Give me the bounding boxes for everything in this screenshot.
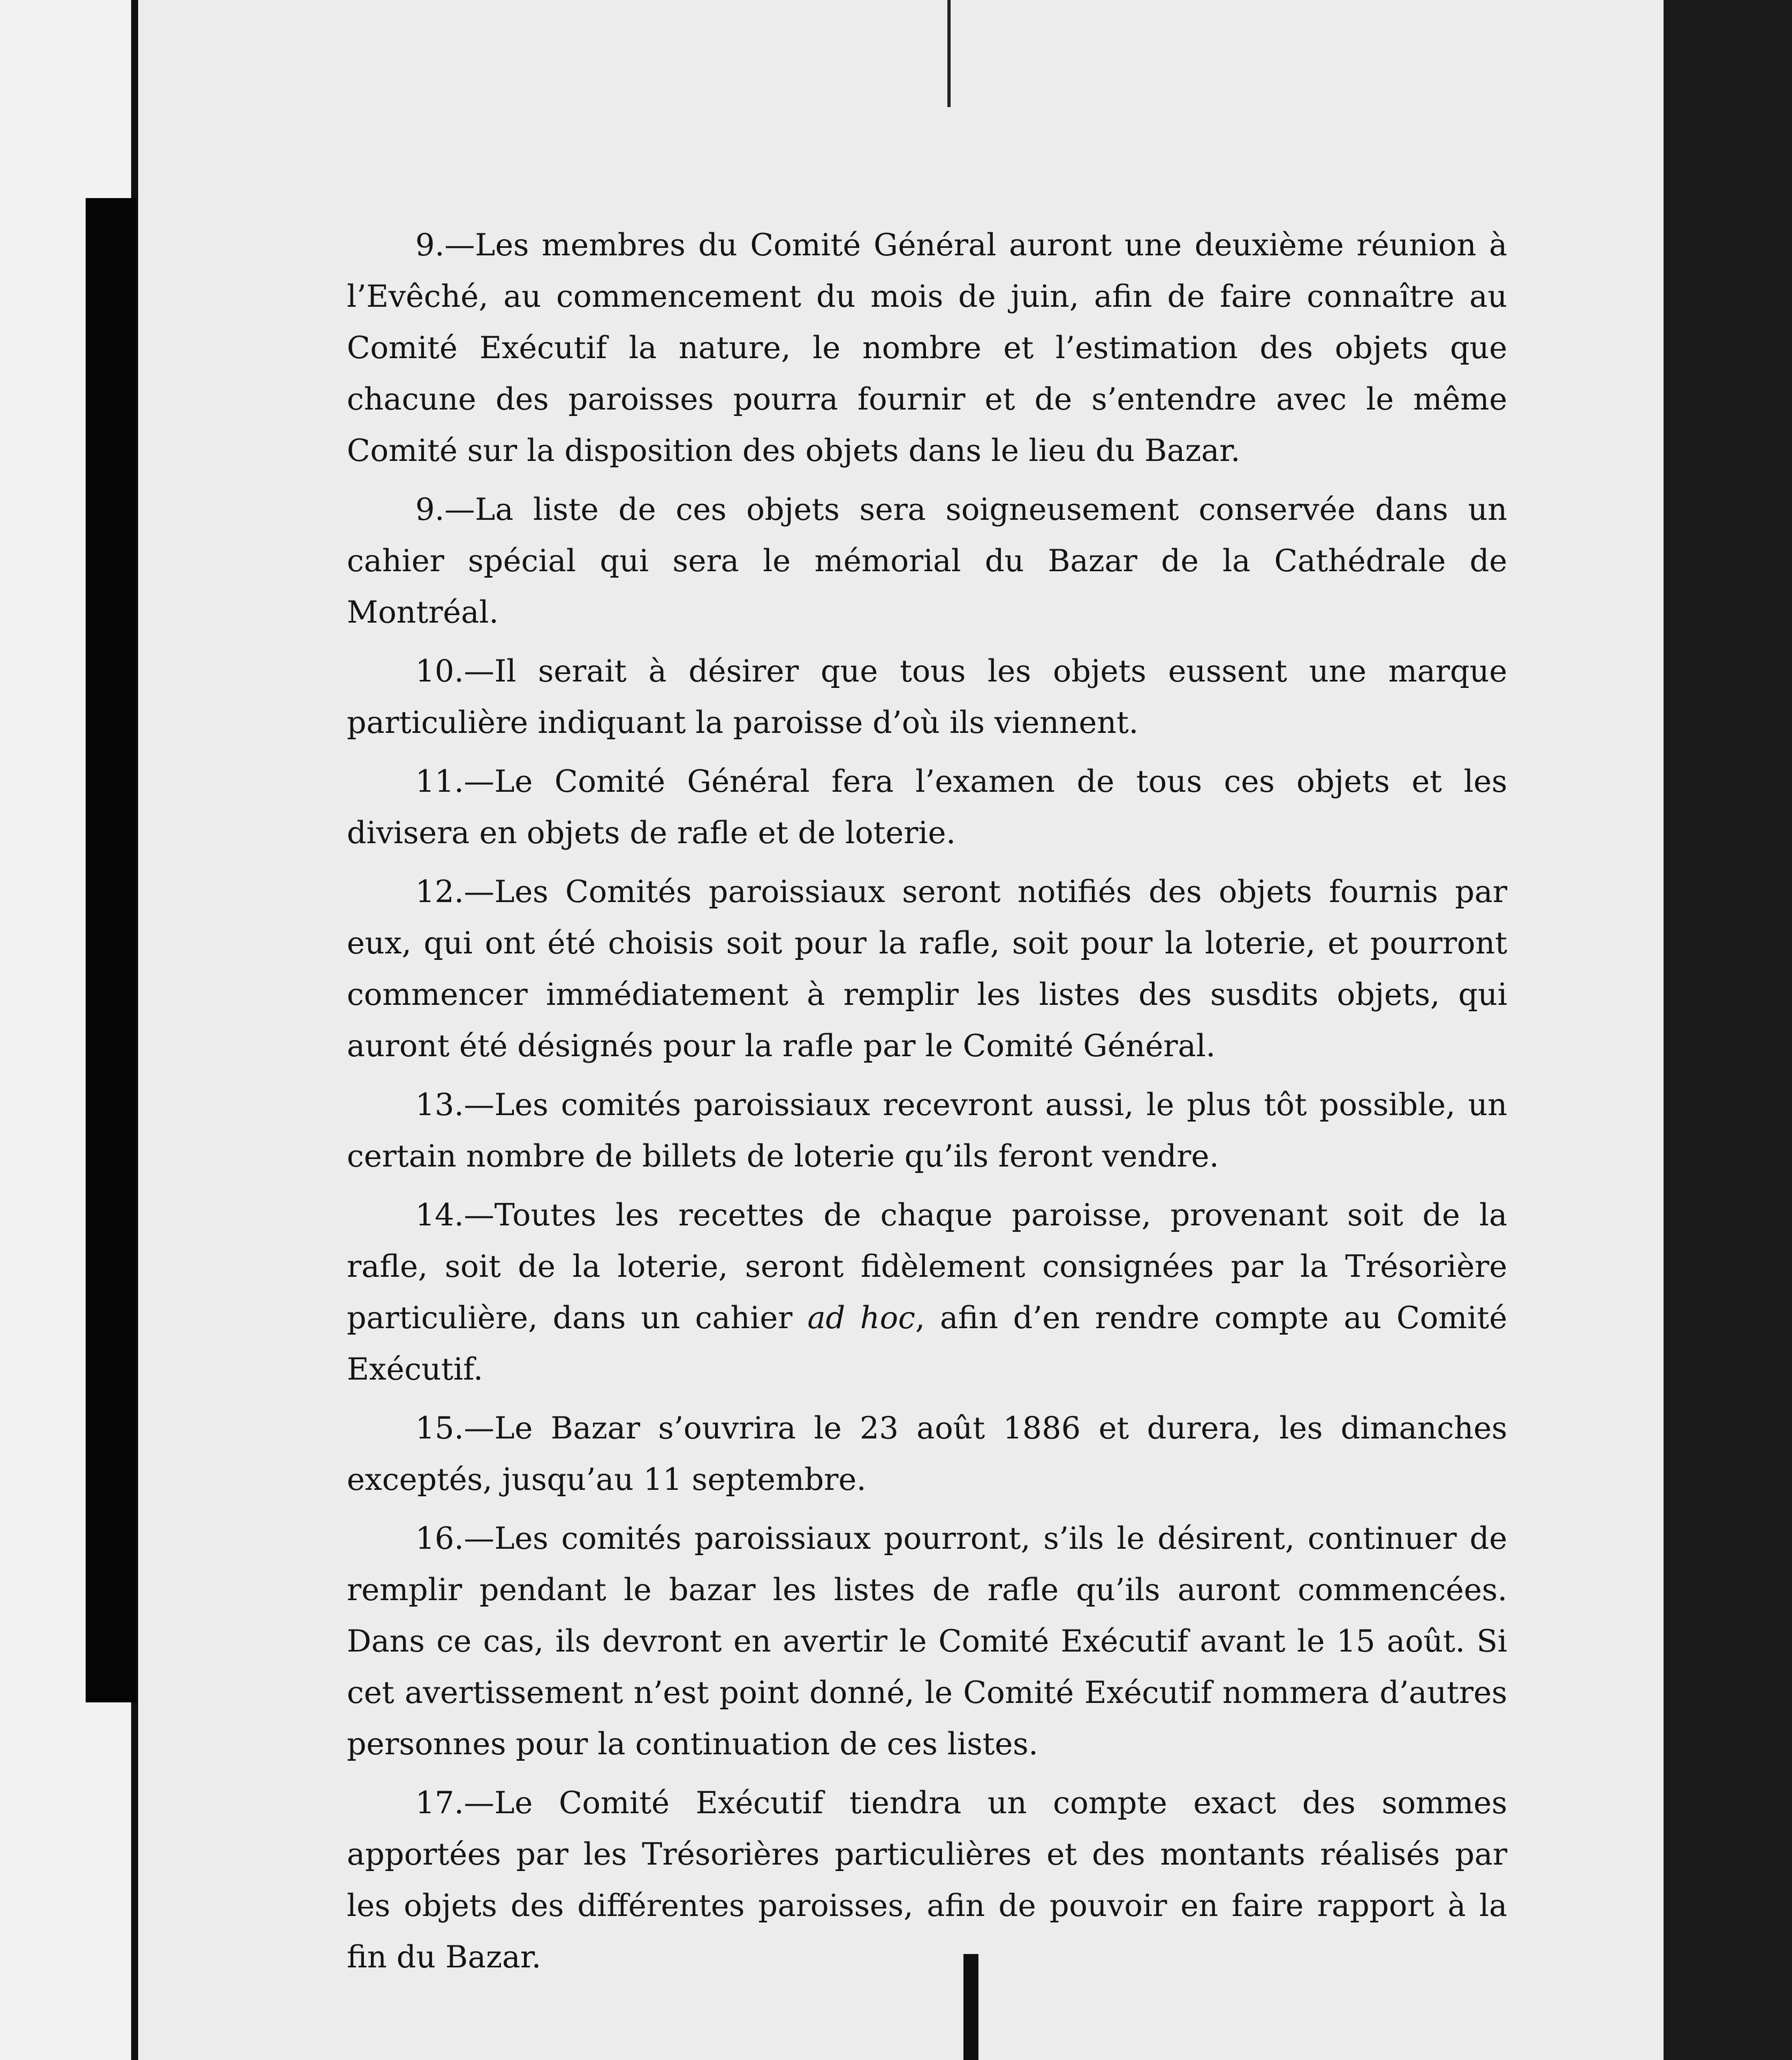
paragraph-15 <box>347 1403 1507 1505</box>
paragraph-9a <box>347 219 1507 476</box>
paragraph-text: —Les comités paroissiaux pourront, s’ils le désirent, continuer de remplir pendant le bazar les listes de rafle qu’ils auront commencées. Dans ce cas, ils devront en avertir le Comité Exécutif avant le 15 août. Si cet avertissement n’est point donné, le Comité Exécutif nommera d’autres personnes pour la continuation de ces listes. <box>347 1521 1507 1762</box>
fold-mark-top <box>947 0 951 107</box>
paragraph-number: 11. <box>415 764 464 799</box>
paragraph-number: 12. <box>415 874 464 910</box>
document-body <box>347 219 1507 1990</box>
paragraph-text: —Toutes les recettes de chaque paroisse, provenant soit de la rafle, soit de la loterie, seront fidèlement consignées par la Trésorière particulière, dans un cahier <box>347 1198 1507 1336</box>
paragraph-italic-text: ad hoc <box>807 1300 915 1336</box>
paragraph-number: 16. <box>415 1521 464 1556</box>
paragraph-11 <box>347 756 1507 859</box>
paragraph-17 <box>347 1777 1507 1983</box>
paragraph-number: 17. <box>415 1785 464 1821</box>
paragraph-text: , afin d’en rendre compte au Comité Exécutif. <box>347 1300 1507 1387</box>
paragraph-text: —Le Comité Général fera l’examen de tous ces objets et les divisera en objets de rafle et de loterie. <box>347 764 1507 851</box>
paragraph-text: —Les Comités paroissiaux seront notifiés des objets fournis par eux, qui ont été choisis soit pour la rafle, soit pour la loterie, et pourront commencer immédiatement à remplir les listes des susdits objets, qui auront été désignés pour la rafle par le Comité Général. <box>347 874 1507 1064</box>
paragraph-number: 13. <box>415 1087 464 1123</box>
paragraph-12 <box>347 866 1507 1072</box>
paragraph-9b <box>347 484 1507 638</box>
paragraph-text: —La liste de ces objets sera soigneusement conservée dans un cahier spécial qui sera le mémorial du Bazar de la Cathédrale de Montréal. <box>347 492 1507 630</box>
paragraph-number: 9. <box>415 228 445 263</box>
paragraph-13 <box>347 1079 1507 1182</box>
paragraph-text: —Le Comité Exécutif tiendra un compte exact des sommes apportées par les Trésorières particulières et des montants réalisés par les objets des différentes paroisses, afin de pouvoir en faire rapport à la fin du Bazar. <box>347 1785 1507 1975</box>
paragraph-number: 14. <box>415 1198 464 1233</box>
paragraph-16 <box>347 1513 1507 1770</box>
paragraph-10 <box>347 646 1507 748</box>
paragraph-text: —Le Bazar s’ouvrira le 23 août 1886 et durera, les dimanches exceptés, jusqu’au 11 septembre. <box>347 1411 1507 1497</box>
binding-shadow <box>86 198 136 1702</box>
paragraph-number: 9. <box>415 492 445 527</box>
paragraph-number: 10. <box>415 654 464 689</box>
paragraph-14 <box>347 1190 1507 1395</box>
scan-right-margin <box>1664 0 1792 2060</box>
paragraph-text: —Il serait à désirer que tous les objets eussent une marque particulière indiquant la paroisse d’où ils viennent. <box>347 654 1507 740</box>
paragraph-number: 15. <box>415 1411 464 1446</box>
paragraph-text: —Les membres du Comité Général auront une deuxième réunion à l’Evêché, au commencement du mois de juin, afin de faire connaître au Comité Exécutif la nature, le nombre et l’estimation des objets que chacune des paroisses pourra fournir et de s’entendre avec le même Comité sur la disposition des objets dans le lieu du Bazar. <box>347 228 1507 468</box>
paragraph-text: —Les comités paroissiaux recevront aussi, le plus tôt possible, un certain nombre de billets de loterie qu’ils feront vendre. <box>347 1087 1507 1174</box>
